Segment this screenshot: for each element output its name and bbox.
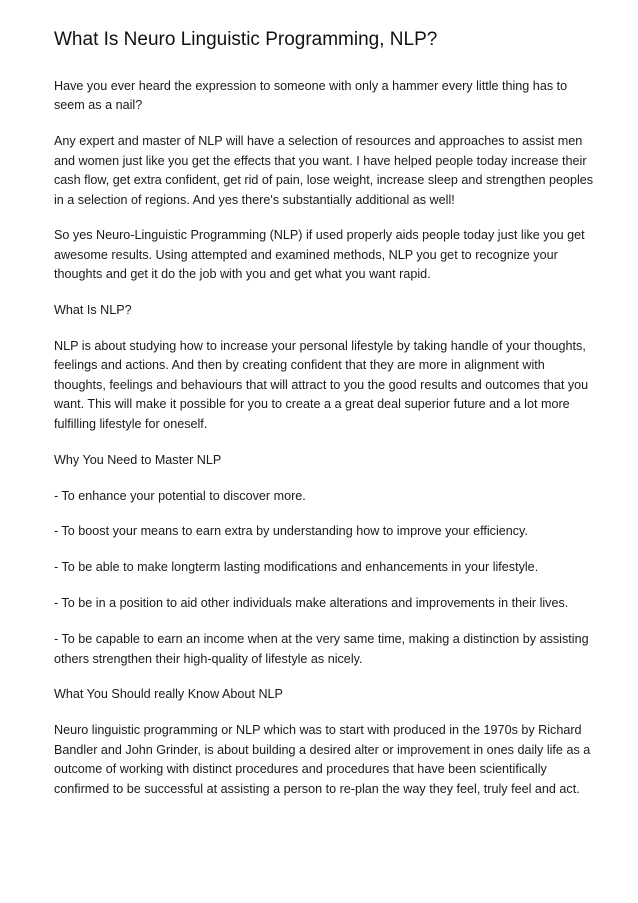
section-heading-should-know: What You Should really Know About NLP [54,687,283,702]
document-page [54,28,594,815]
paragraph-history: Neuro linguistic programming or NLP which was to start with produced in the 1970s by Richard Bandler and John Grinder, is about building a desired alter or improvement in ones daily life as a outcome of working with distinct procedures and procedures that have been scientifically confirmed to be successful at assisting a person to re-plan the way they feel, truly feel and act. [54,723,591,796]
section-heading-what-is-nlp: What Is NLP? [54,303,132,318]
list-item: - To boost your means to earn extra by understanding how to improve your efficiency. [54,524,528,539]
list-item: - To be capable to earn an income when at the very same time, making a distinction by assisting others strengthen their high-quality of lifestyle as nicely. [54,632,589,666]
list-item: - To enhance your potential to discover more. [54,488,306,503]
list-item: - To be able to make longterm lasting modifications and enhancements in your lifestyle. [54,560,539,575]
paragraph-expert: Any expert and master of NLP will have a selection of resources and approaches to assist men and women just like you get the effects that you want. I have helped people today increase their cash flow, get extra confident, get rid of pain, lose weight, increase sleep and strengthen peoples in a selection of regions. And yes there's substantially additional as well! [54,134,594,207]
paragraph-intro: Have you ever heard the expression to someone with only a hammer every little thing has to seem as a nail? [54,79,568,113]
page-title: What Is Neuro Linguistic Programming, NLP? [54,29,438,50]
paragraph-results: So yes Neuro-Linguistic Programming (NLP) if used properly aids people today just like you get awesome results. Using attempted and examined methods, NLP you get to recognize your thoughts and get it do the job with you and get what you want rapid. [54,228,585,282]
section-heading-why-master: Why You Need to Master NLP [54,452,222,467]
paragraph-nlp-definition: NLP is about studying how to increase your personal lifestyle by taking handle of your thoughts, feelings and actions. And then by creating confident that they are more in alignment with thoughts, feelings and behaviours that will attract to you the good results and outcomes that you want. This will make it possible for you to create a a great deal superior future and a lot more fulfilling lifestyle for oneself. [54,339,589,431]
list-item: - To be in a position to aid other individuals make alterations and improvements in their lives. [54,596,569,611]
